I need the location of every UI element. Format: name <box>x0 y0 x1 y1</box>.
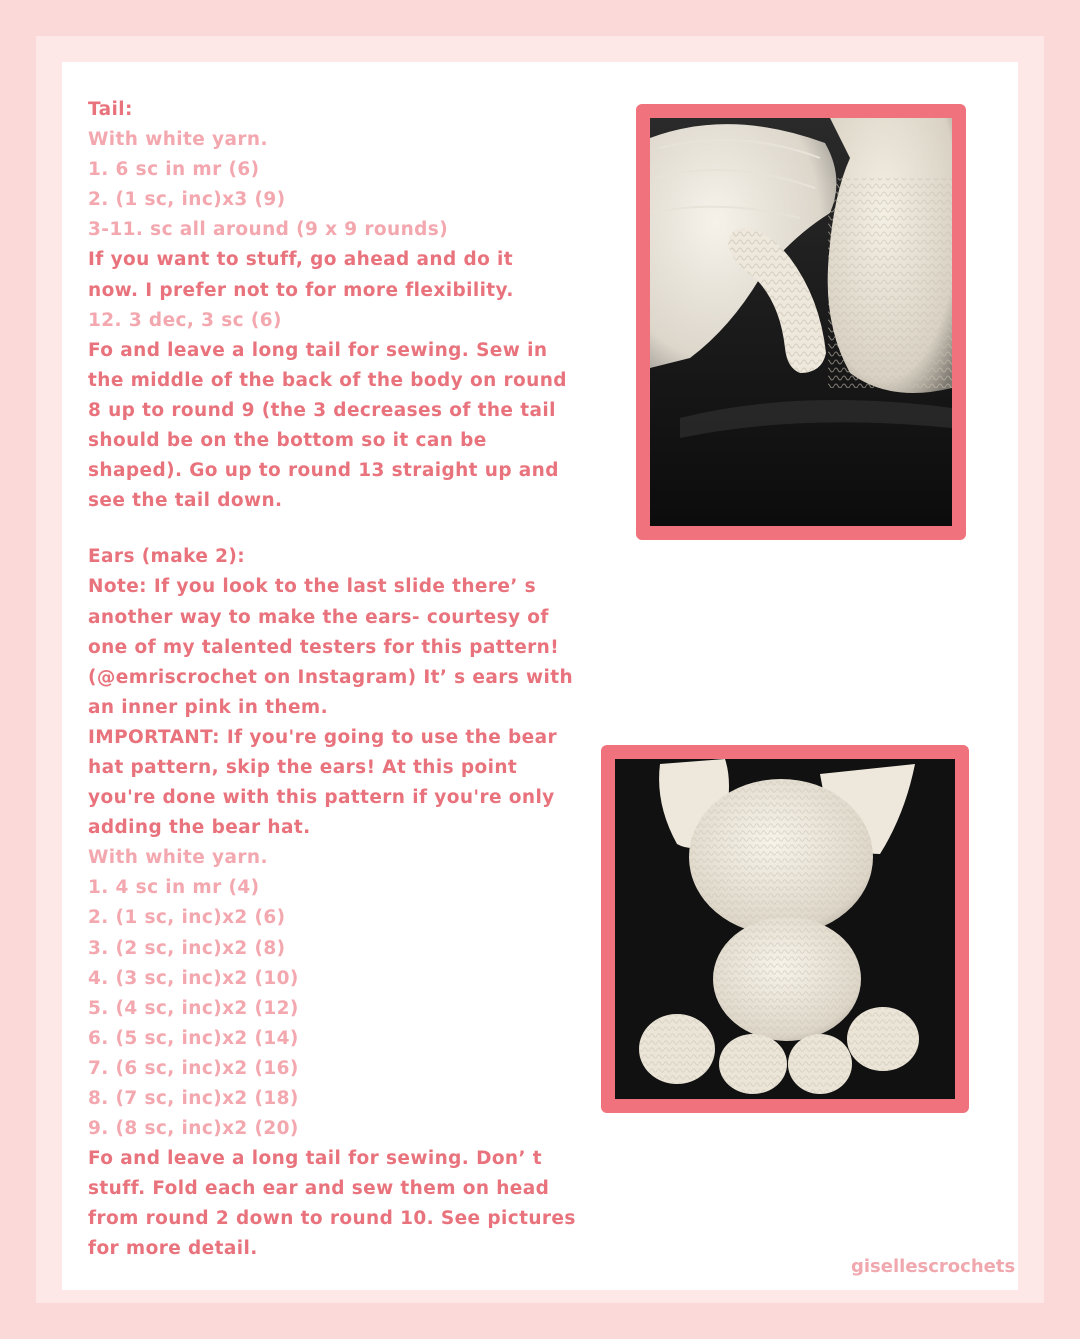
section-gap <box>88 516 598 542</box>
tail-heading: Tail: <box>88 99 133 120</box>
ears-line: 2. (1 sc, inc)x2 (6) <box>88 907 286 929</box>
ears-line: another way to make the ears- courtesy of <box>88 606 549 628</box>
ears-line: 6. (5 sc, inc)x2 (14) <box>88 1027 299 1049</box>
tail-line: 12. 3 dec, 3 sc (6) <box>88 309 282 331</box>
ears-line: Note: If you look to the last slide there’ s <box>88 576 537 598</box>
tail-line: now. I prefer not to for more flexibility. <box>88 279 514 301</box>
ears-instructions <box>88 572 598 1264</box>
tail-line: Fo and leave a long tail for sewing. Sew in <box>88 339 548 361</box>
tail-line: 1. 6 sc in mr (6) <box>88 159 260 181</box>
ears-line: 9. (8 sc, inc)x2 (20) <box>88 1118 299 1140</box>
ears-line: 8. (7 sc, inc)x2 (18) <box>88 1088 299 1109</box>
ears-photo <box>601 745 969 1113</box>
ears-line: 4. (3 sc, inc)x2 (10) <box>88 967 299 989</box>
tail-line: 2. (1 sc, inc)x3 (9) <box>88 189 286 211</box>
tail-photo-image <box>650 118 952 526</box>
ears-line: (@emriscrochet on Instagram) It’ s ears with <box>88 666 574 688</box>
ears-line: you're done with this pattern if you're only <box>88 787 555 809</box>
ears-line: from round 2 down to round 10. See pictures <box>88 1208 576 1230</box>
tail-line: 3-11. sc all around (9 x 9 rounds) <box>88 219 449 241</box>
tail-line: the middle of the back of the body on round <box>88 369 567 391</box>
ears-line: IMPORTANT: If you're going to use the bear <box>88 726 558 748</box>
tail-line: should be on the bottom so it can be <box>88 430 487 452</box>
ears-photo-image <box>615 759 955 1099</box>
ears-line: 1. 4 sc in mr (4) <box>88 877 260 899</box>
ears-line: one of my talented testers for this pattern! <box>88 636 560 658</box>
ears-heading: Ears (make 2): <box>88 546 246 568</box>
ears-line: With white yarn. <box>88 847 268 869</box>
tail-line: If you want to stuff, go ahead and do it <box>88 249 514 271</box>
ears-line: Fo and leave a long tail for sewing. Don’ t <box>88 1148 543 1170</box>
ears-line: 5. (4 sc, inc)x2 (12) <box>88 997 299 1019</box>
tail-line: With white yarn. <box>88 129 268 151</box>
ears-line: stuff. Fold each ear and sew them on head <box>88 1178 550 1200</box>
ears-line: 7. (6 sc, inc)x2 (16) <box>88 1057 299 1079</box>
ears-line: hat pattern, skip the ears! At this point <box>88 756 518 778</box>
ears-line: an inner pink in them. <box>88 696 329 718</box>
tail-instructions <box>88 125 598 516</box>
ears-line: 3. (2 sc, inc)x2 (8) <box>88 937 286 959</box>
tail-line: shaped). Go up to round 13 straight up and <box>88 460 559 482</box>
ears-line: adding the bear hat. <box>88 817 311 839</box>
tail-line: see the tail down. <box>88 490 283 512</box>
ears-line: for more detail. <box>88 1238 258 1260</box>
tail-line: 8 up to round 9 (the 3 decreases of the tail <box>88 399 556 421</box>
tail-photo <box>636 104 966 540</box>
pattern-text <box>88 95 598 1265</box>
watermark: gisellescrochets <box>851 1256 1016 1277</box>
